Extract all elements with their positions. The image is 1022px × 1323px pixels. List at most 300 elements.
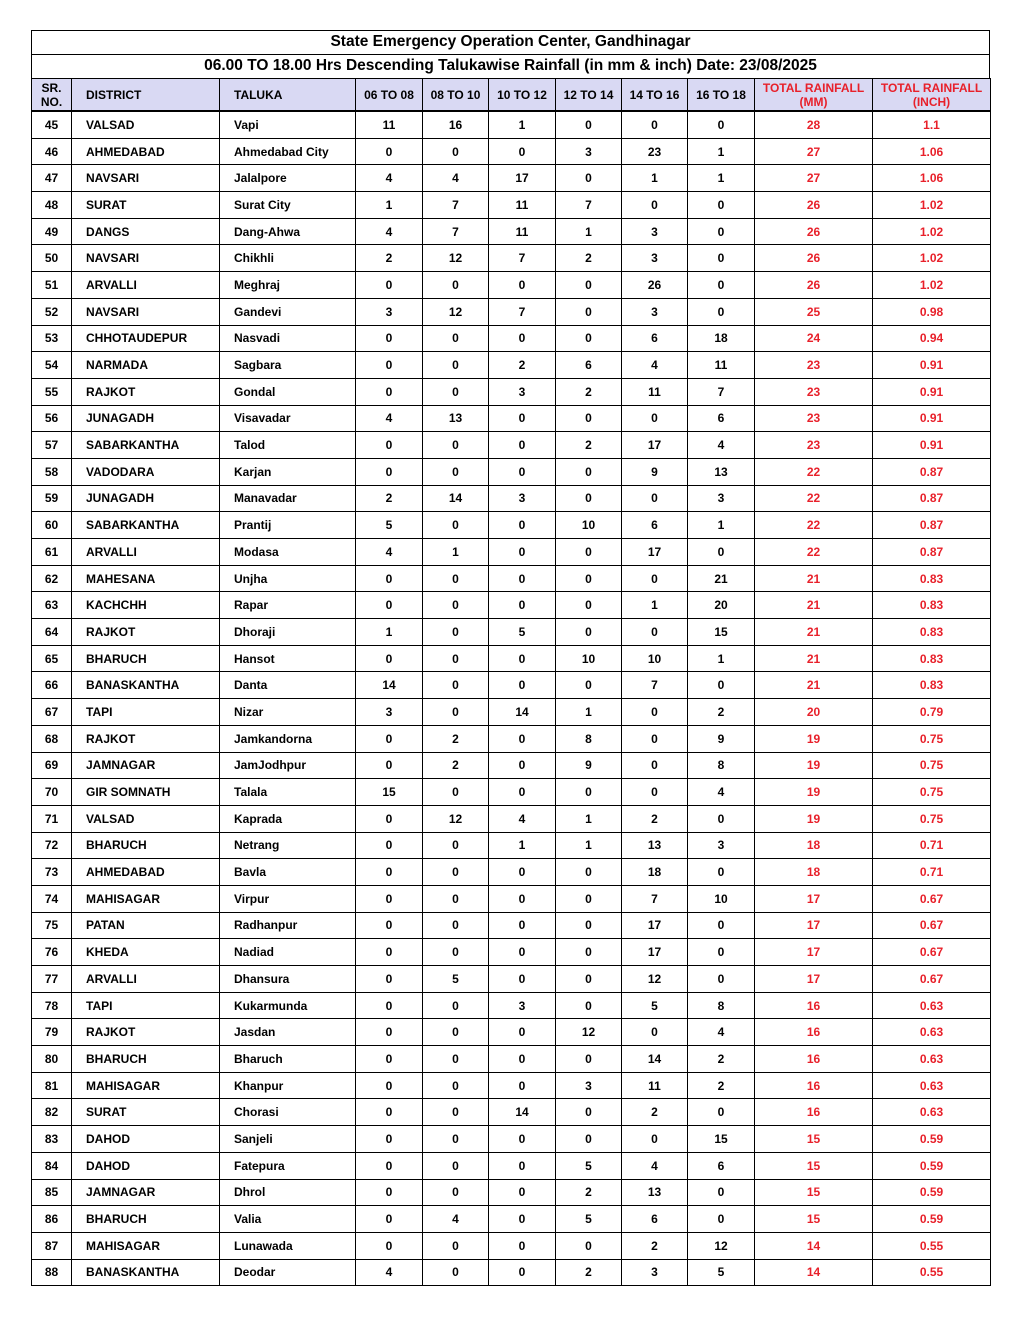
cell-sr-no: 51 [32,272,72,299]
cell-rain-14-16: 11 [622,378,688,405]
cell-total-mm: 21 [755,672,873,699]
cell-taluka: Dhansura [220,966,356,993]
cell-rain-16-18: 0 [688,218,755,245]
cell-taluka: Deodar [220,1259,356,1286]
cell-total-mm: 16 [755,1046,873,1073]
cell-district: AHMEDABAD [72,138,220,165]
col-header-14-16: 14 TO 16 [622,79,688,112]
cell-rain-08-10: 2 [423,725,489,752]
cell-taluka: Khanpur [220,1072,356,1099]
cell-taluka: Ahmedabad City [220,138,356,165]
table-row [32,645,991,672]
cell-rain-08-10: 2 [423,752,489,779]
cell-district: RAJKOT [72,1019,220,1046]
cell-rain-14-16: 3 [622,245,688,272]
table-row [32,859,991,886]
cell-rain-12-14: 1 [556,805,622,832]
cell-rain-16-18: 1 [688,512,755,539]
cell-rain-10-12: 0 [489,752,556,779]
cell-total-inch: 0.75 [873,779,991,806]
cell-total-mm: 21 [755,565,873,592]
cell-rain-08-10: 12 [423,245,489,272]
cell-rain-10-12: 3 [489,485,556,512]
table-row [32,111,991,138]
cell-rain-12-14: 8 [556,725,622,752]
cell-rain-14-16: 0 [622,405,688,432]
cell-total-mm: 26 [755,272,873,299]
cell-rain-12-14: 2 [556,1259,622,1286]
cell-sr-no: 73 [32,859,72,886]
cell-rain-06-08: 15 [356,779,423,806]
cell-district: RAJKOT [72,619,220,646]
cell-rain-06-08: 0 [356,912,423,939]
cell-rain-08-10: 0 [423,592,489,619]
cell-total-inch: 0.87 [873,512,991,539]
cell-rain-10-12: 0 [489,1072,556,1099]
cell-rain-08-10: 0 [423,939,489,966]
cell-total-mm: 15 [755,1126,873,1153]
cell-taluka: Talala [220,779,356,806]
rainfall-table [31,78,991,1286]
cell-rain-06-08: 11 [356,111,423,138]
cell-rain-06-08: 2 [356,245,423,272]
cell-rain-10-12: 4 [489,805,556,832]
cell-rain-10-12: 0 [489,1019,556,1046]
cell-rain-14-16: 13 [622,1179,688,1206]
cell-rain-12-14: 0 [556,1232,622,1259]
cell-rain-06-08: 4 [356,165,423,192]
cell-rain-14-16: 23 [622,138,688,165]
cell-rain-12-14: 2 [556,378,622,405]
cell-rain-06-08: 0 [356,138,423,165]
cell-rain-12-14: 5 [556,1152,622,1179]
cell-rain-06-08: 4 [356,218,423,245]
cell-district: PATAN [72,912,220,939]
cell-rain-06-08: 0 [356,272,423,299]
table-row [32,1019,991,1046]
cell-taluka: Dhoraji [220,619,356,646]
cell-sr-no: 87 [32,1232,72,1259]
table-row [32,565,991,592]
cell-rain-10-12: 1 [489,832,556,859]
cell-district: DAHOD [72,1152,220,1179]
cell-total-inch: 0.67 [873,912,991,939]
table-row [32,1099,991,1126]
cell-rain-06-08: 0 [356,1099,423,1126]
table-row [32,245,991,272]
cell-rain-12-14: 10 [556,645,622,672]
cell-rain-12-14: 0 [556,405,622,432]
report-subtitle: 06.00 TO 18.00 Hrs Descending Talukawise Rainfall (in mm & inch) Date: 23/08/2025 [31,54,990,78]
cell-total-inch: 0.59 [873,1152,991,1179]
cell-total-inch: 0.87 [873,458,991,485]
cell-sr-no: 45 [32,111,72,138]
cell-taluka: Jamkandorna [220,725,356,752]
cell-rain-14-16: 3 [622,1259,688,1286]
cell-total-inch: 1.02 [873,245,991,272]
cell-taluka: Kukarmunda [220,992,356,1019]
cell-rain-10-12: 0 [489,1179,556,1206]
cell-taluka: Jasdan [220,1019,356,1046]
cell-rain-06-08: 14 [356,672,423,699]
cell-district: ARVALLI [72,272,220,299]
table-row [32,298,991,325]
cell-rain-12-14: 0 [556,859,622,886]
cell-rain-16-18: 0 [688,805,755,832]
table-row [32,218,991,245]
cell-total-mm: 17 [755,939,873,966]
cell-rain-16-18: 0 [688,539,755,566]
cell-district: JUNAGADH [72,485,220,512]
cell-sr-no: 56 [32,405,72,432]
col-header-12-14: 12 TO 14 [556,79,622,112]
cell-total-mm: 19 [755,752,873,779]
cell-total-mm: 20 [755,699,873,726]
cell-rain-12-14: 0 [556,539,622,566]
cell-total-inch: 0.63 [873,1072,991,1099]
cell-sr-no: 49 [32,218,72,245]
cell-sr-no: 53 [32,325,72,352]
cell-rain-10-12: 0 [489,138,556,165]
cell-sr-no: 71 [32,805,72,832]
table-row [32,592,991,619]
cell-rain-08-10: 0 [423,272,489,299]
col-header-06-08: 06 TO 08 [356,79,423,112]
cell-district: NAVSARI [72,298,220,325]
cell-sr-no: 52 [32,298,72,325]
cell-rain-12-14: 12 [556,1019,622,1046]
cell-rain-06-08: 0 [356,458,423,485]
cell-sr-no: 70 [32,779,72,806]
cell-rain-10-12: 0 [489,272,556,299]
cell-taluka: Chikhli [220,245,356,272]
cell-rain-10-12: 7 [489,298,556,325]
cell-total-mm: 14 [755,1259,873,1286]
cell-rain-06-08: 0 [356,1046,423,1073]
cell-rain-12-14: 0 [556,592,622,619]
cell-rain-06-08: 0 [356,645,423,672]
cell-rain-16-18: 21 [688,565,755,592]
cell-rain-16-18: 6 [688,405,755,432]
cell-rain-08-10: 0 [423,645,489,672]
rainfall-report [31,30,990,1286]
cell-rain-12-14: 1 [556,832,622,859]
cell-total-inch: 0.75 [873,805,991,832]
cell-rain-14-16: 13 [622,832,688,859]
cell-rain-10-12: 0 [489,1206,556,1233]
cell-district: KHEDA [72,939,220,966]
cell-rain-06-08: 0 [356,1232,423,1259]
cell-rain-16-18: 8 [688,752,755,779]
cell-rain-10-12: 0 [489,405,556,432]
cell-total-mm: 26 [755,218,873,245]
cell-district: SURAT [72,192,220,219]
cell-rain-10-12: 0 [489,565,556,592]
cell-taluka: Nadiad [220,939,356,966]
cell-district: VADODARA [72,458,220,485]
cell-sr-no: 67 [32,699,72,726]
cell-rain-06-08: 0 [356,939,423,966]
cell-district: BHARUCH [72,1046,220,1073]
cell-rain-10-12: 0 [489,885,556,912]
cell-rain-14-16: 1 [622,592,688,619]
cell-rain-06-08: 0 [356,1179,423,1206]
cell-total-inch: 0.71 [873,859,991,886]
cell-district: NAVSARI [72,165,220,192]
cell-rain-14-16: 4 [622,352,688,379]
cell-rain-16-18: 4 [688,1019,755,1046]
cell-rain-12-14: 0 [556,272,622,299]
table-row [32,539,991,566]
cell-sr-no: 59 [32,485,72,512]
cell-taluka: Bavla [220,859,356,886]
cell-total-mm: 19 [755,725,873,752]
cell-rain-14-16: 0 [622,725,688,752]
cell-taluka: Valia [220,1206,356,1233]
cell-rain-16-18: 0 [688,192,755,219]
cell-rain-16-18: 3 [688,832,755,859]
cell-sr-no: 76 [32,939,72,966]
cell-sr-no: 80 [32,1046,72,1073]
cell-sr-no: 86 [32,1206,72,1233]
cell-total-mm: 18 [755,832,873,859]
cell-rain-06-08: 0 [356,805,423,832]
cell-taluka: Chorasi [220,1099,356,1126]
cell-rain-06-08: 4 [356,1259,423,1286]
cell-rain-10-12: 7 [489,245,556,272]
cell-rain-14-16: 2 [622,805,688,832]
cell-rain-16-18: 2 [688,1072,755,1099]
cell-sr-no: 84 [32,1152,72,1179]
cell-rain-16-18: 1 [688,138,755,165]
table-row [32,699,991,726]
cell-sr-no: 65 [32,645,72,672]
cell-sr-no: 79 [32,1019,72,1046]
cell-rain-10-12: 0 [489,859,556,886]
cell-total-mm: 17 [755,966,873,993]
cell-district: JUNAGADH [72,405,220,432]
cell-rain-10-12: 11 [489,218,556,245]
cell-rain-16-18: 0 [688,912,755,939]
cell-rain-06-08: 2 [356,485,423,512]
cell-district: RAJKOT [72,378,220,405]
cell-rain-14-16: 7 [622,672,688,699]
cell-taluka: Modasa [220,539,356,566]
table-row [32,352,991,379]
table-row [32,165,991,192]
table-row [32,885,991,912]
cell-rain-16-18: 4 [688,432,755,459]
cell-rain-14-16: 9 [622,458,688,485]
cell-total-inch: 1.02 [873,218,991,245]
cell-rain-06-08: 0 [356,592,423,619]
cell-sr-no: 68 [32,725,72,752]
cell-rain-10-12: 0 [489,912,556,939]
cell-total-mm: 27 [755,165,873,192]
cell-rain-10-12: 0 [489,939,556,966]
cell-rain-12-14: 0 [556,1126,622,1153]
cell-taluka: Rapar [220,592,356,619]
table-row [32,138,991,165]
cell-sr-no: 74 [32,885,72,912]
cell-rain-16-18: 0 [688,1206,755,1233]
cell-rain-14-16: 6 [622,325,688,352]
cell-rain-16-18: 9 [688,725,755,752]
cell-total-inch: 0.79 [873,699,991,726]
cell-rain-12-14: 0 [556,1046,622,1073]
cell-district: BHARUCH [72,645,220,672]
cell-rain-14-16: 17 [622,912,688,939]
cell-total-mm: 16 [755,1072,873,1099]
cell-total-inch: 0.87 [873,539,991,566]
cell-rain-10-12: 0 [489,592,556,619]
cell-district: SABARKANTHA [72,512,220,539]
cell-total-inch: 0.91 [873,432,991,459]
cell-taluka: Sagbara [220,352,356,379]
cell-rain-08-10: 0 [423,1152,489,1179]
cell-rain-16-18: 0 [688,245,755,272]
col-header-district: DISTRICT [72,79,220,112]
cell-taluka: Prantij [220,512,356,539]
cell-district: MAHISAGAR [72,885,220,912]
cell-rain-12-14: 0 [556,298,622,325]
table-row [32,325,991,352]
cell-total-inch: 1.06 [873,138,991,165]
cell-rain-10-12: 0 [489,458,556,485]
cell-district: JAMNAGAR [72,752,220,779]
cell-taluka: Gondal [220,378,356,405]
cell-taluka: Nasvadi [220,325,356,352]
cell-rain-14-16: 2 [622,1232,688,1259]
cell-taluka: Danta [220,672,356,699]
table-row [32,512,991,539]
cell-rain-16-18: 0 [688,272,755,299]
cell-total-inch: 0.63 [873,1046,991,1073]
cell-district: TAPI [72,699,220,726]
cell-sr-no: 48 [32,192,72,219]
cell-district: GIR SOMNATH [72,779,220,806]
cell-total-inch: 0.63 [873,992,991,1019]
cell-rain-16-18: 1 [688,645,755,672]
cell-rain-08-10: 0 [423,352,489,379]
cell-rain-16-18: 0 [688,939,755,966]
cell-total-mm: 15 [755,1206,873,1233]
cell-rain-12-14: 0 [556,779,622,806]
table-row [32,779,991,806]
cell-total-inch: 0.91 [873,378,991,405]
cell-district: AHMEDABAD [72,859,220,886]
table-row [32,272,991,299]
cell-rain-08-10: 0 [423,1179,489,1206]
cell-sr-no: 83 [32,1126,72,1153]
cell-rain-06-08: 0 [356,859,423,886]
cell-total-inch: 0.55 [873,1232,991,1259]
cell-rain-14-16: 17 [622,539,688,566]
cell-rain-08-10: 0 [423,138,489,165]
cell-taluka: JamJodhpur [220,752,356,779]
cell-rain-06-08: 0 [356,966,423,993]
cell-total-inch: 1.1 [873,111,991,138]
cell-total-inch: 0.67 [873,939,991,966]
cell-rain-06-08: 0 [356,1126,423,1153]
cell-rain-12-14: 0 [556,485,622,512]
cell-rain-14-16: 3 [622,218,688,245]
cell-rain-16-18: 0 [688,859,755,886]
cell-rain-08-10: 0 [423,672,489,699]
cell-rain-10-12: 0 [489,645,556,672]
cell-rain-16-18: 0 [688,298,755,325]
cell-rain-16-18: 4 [688,779,755,806]
cell-rain-08-10: 7 [423,192,489,219]
cell-district: BHARUCH [72,832,220,859]
cell-total-inch: 0.55 [873,1259,991,1286]
cell-total-inch: 0.67 [873,966,991,993]
table-row [32,432,991,459]
table-row [32,1152,991,1179]
table-row [32,485,991,512]
cell-total-inch: 0.71 [873,832,991,859]
cell-rain-12-14: 0 [556,458,622,485]
cell-sr-no: 47 [32,165,72,192]
cell-taluka: Kaprada [220,805,356,832]
cell-rain-08-10: 0 [423,1072,489,1099]
cell-district: SABARKANTHA [72,432,220,459]
cell-taluka: Vapi [220,111,356,138]
cell-rain-08-10: 0 [423,512,489,539]
cell-taluka: Jalalpore [220,165,356,192]
cell-sr-no: 72 [32,832,72,859]
cell-rain-16-18: 20 [688,592,755,619]
cell-rain-06-08: 0 [356,1072,423,1099]
cell-rain-08-10: 0 [423,859,489,886]
cell-rain-10-12: 5 [489,619,556,646]
cell-total-mm: 21 [755,645,873,672]
cell-rain-10-12: 0 [489,1259,556,1286]
table-row [32,672,991,699]
cell-rain-08-10: 7 [423,218,489,245]
cell-rain-16-18: 2 [688,1046,755,1073]
cell-rain-14-16: 0 [622,192,688,219]
table-row [32,992,991,1019]
cell-sr-no: 50 [32,245,72,272]
table-row [32,805,991,832]
cell-rain-06-08: 0 [356,752,423,779]
cell-rain-10-12: 17 [489,165,556,192]
cell-total-mm: 17 [755,912,873,939]
cell-total-mm: 23 [755,378,873,405]
cell-rain-14-16: 0 [622,1126,688,1153]
cell-district: DAHOD [72,1126,220,1153]
cell-rain-12-14: 0 [556,992,622,1019]
cell-rain-12-14: 6 [556,352,622,379]
cell-district: ARVALLI [72,966,220,993]
cell-district: BANASKANTHA [72,1259,220,1286]
table-row [32,1126,991,1153]
cell-rain-08-10: 0 [423,458,489,485]
cell-district: VALSAD [72,805,220,832]
cell-rain-06-08: 5 [356,512,423,539]
cell-rain-10-12: 0 [489,1046,556,1073]
cell-total-mm: 26 [755,192,873,219]
cell-rain-08-10: 0 [423,699,489,726]
cell-rain-12-14: 3 [556,1072,622,1099]
cell-rain-06-08: 4 [356,539,423,566]
cell-rain-08-10: 0 [423,565,489,592]
cell-rain-10-12: 0 [489,966,556,993]
cell-rain-08-10: 0 [423,1232,489,1259]
cell-rain-10-12: 0 [489,725,556,752]
cell-rain-16-18: 0 [688,1179,755,1206]
